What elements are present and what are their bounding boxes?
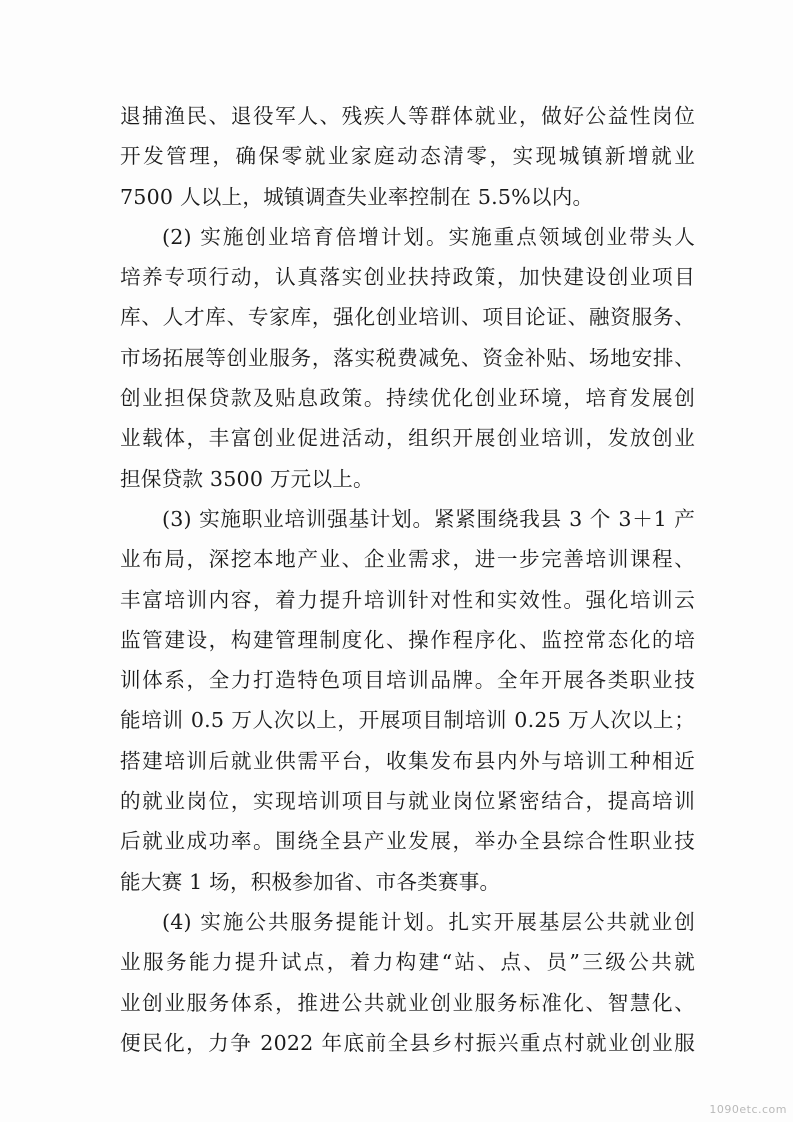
text-line: 训体系，全力打造特色项目培训品牌。全年开展各类职业技	[120, 668, 695, 693]
text-line: 业服务能力提升试点，着力构建“站、点、员”三级公共就	[120, 950, 695, 975]
text-line: 培养专项行动，认真落实创业扶持政策，加快建设创业项目	[120, 265, 695, 290]
text-line: 担保贷款 3500 万元以上。	[120, 466, 374, 491]
text-line: 能培训 0.5 万人次以上，开展项目制培训 0.25 万人次以上；	[120, 708, 695, 733]
text-line: 市场拓展等创业服务，落实税费减免、资金补贴、场地安排、	[120, 345, 695, 370]
text-line: 后就业成功率。围绕全县产业发展，举办全县综合性职业技	[120, 829, 695, 854]
paragraph-heading-line: (4) 实施公共服务提能计划。扎实开展基层公共就业创	[162, 909, 695, 934]
text-line: 搭建培训后就业供需平台，收集发布县内外与培训工种相近	[120, 748, 695, 773]
text-line: 开发管理，确保零就业家庭动态清零，实现城镇新增就业	[120, 144, 695, 169]
text-line: 的就业岗位，实现培训项目与就业岗位紧密结合，提高培训	[120, 789, 695, 814]
paragraph-heading-line: (3) 实施职业培训强基计划。紧紧围绕我县 3 个 3＋1 产	[162, 506, 695, 531]
text-line: 丰富培训内容，着力提升培训针对性和实效性。强化培训云	[120, 587, 695, 612]
text-line: 业布局，深挖本地产业、企业需求，进一步完善培训课程、	[120, 547, 695, 572]
text-line: 能大赛 1 场，积极参加省、市各类赛事。	[120, 869, 501, 894]
text-line: 创业担保贷款及贴息政策。持续优化创业环境，培育发展创	[120, 386, 695, 411]
body-text	[120, 96, 695, 1063]
text-line: 库、人才库、专家库，强化创业培训、项目论证、融资服务、	[120, 305, 695, 330]
paragraph-heading-line: (2) 实施创业培育倍增计划。实施重点领域创业带头人	[162, 224, 695, 249]
text-line: 7500 人以上，城镇调查失业率控制在 5.5%以内。	[120, 184, 594, 209]
text-line: 业创业服务体系，推进公共就业创业服务标准化、智慧化、	[120, 990, 695, 1015]
text-line: 监管建设，构建管理制度化、操作程序化、监控常态化的培	[120, 627, 695, 652]
text-line: 退捕渔民、退役军人、残疾人等群体就业，做好公益性岗位	[120, 104, 695, 128]
text-line: 便民化，力争 2022 年底前全县乡村振兴重点村就业创业服	[120, 1030, 695, 1055]
watermark-text: 1090etc.com	[709, 1103, 787, 1116]
text-line: 业载体，丰富创业促进活动，组织开展创业培训，发放创业	[120, 426, 695, 451]
